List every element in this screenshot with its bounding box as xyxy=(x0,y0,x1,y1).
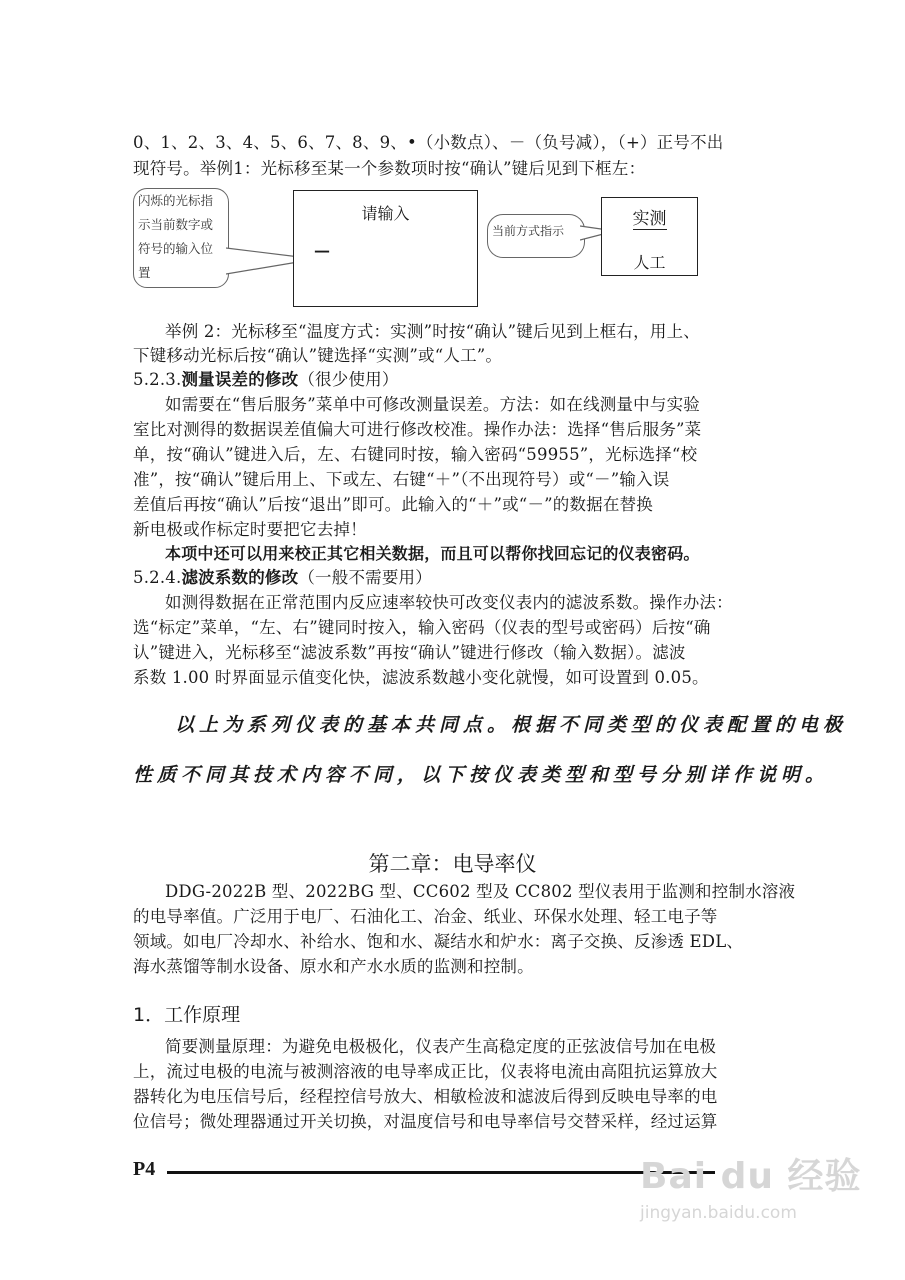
section-1-line: 器转化为电压信号后，经程控信号放大、相敏检波和滤波后得到反映电导率的电 xyxy=(133,1087,718,1106)
summary-line-1: 以上为系列仪表的基本共同点。根据不同类型的仪表配置的电极 xyxy=(175,714,848,736)
chapter-intro-line: DDG-2022B 型、2022BG 型、CC602 型及 CC802 型仪表用于监测和控制水溶液 xyxy=(165,882,796,901)
chapter-intro-line: 海水蒸馏等制水设备、原水和产水水质的监测和控制。 xyxy=(133,957,534,976)
chapter-intro-line: 的电导率值。广泛用于电厂、石油化工、冶金、纸业、环保水处理、轻工电子等 xyxy=(133,907,718,926)
mode-select-box xyxy=(601,197,698,276)
section-523-heading xyxy=(133,368,778,392)
section-523-line: 差值后再按“确认”后按“退出”即可。此输入的“＋”或“－”的数据在替换 xyxy=(133,495,653,514)
callout-line: 置 xyxy=(138,265,151,280)
section-1-line: 位信号；微处理器通过开关切换，对温度信号和电导率信号交替采样，经过运算 xyxy=(133,1112,718,1131)
baidu-logo-icon: Bai du 经验 xyxy=(640,1156,862,1197)
mode-callout: 当前方式指示 xyxy=(487,214,585,258)
section-1-title: 1．工作原理 xyxy=(133,1004,241,1026)
section-523-line: 室比对测得的数据误差值偏大可进行修改校准。操作办法：选择“售后服务”菜 xyxy=(133,420,702,439)
chapter-intro-line: 领域。如电厂冷却水、补给水、饱和水、凝结水和炉水：离子交换、反渗透 EDL、 xyxy=(133,932,744,951)
section-523-bold-note: 本项中还可以用来校正其它相关数据，而且可以帮你找回忘记的仪表密码。 xyxy=(165,544,700,563)
section-title: 测量误差的修改 xyxy=(181,370,299,389)
section-523-line: 新电极或作标定时要把它去掉！ xyxy=(133,520,367,539)
callout-line: 示当前数字或 xyxy=(138,217,214,232)
example2-line-1: 举例 2：光标移至“温度方式：实测”时按“确认”键后见到上框右，用上、 xyxy=(165,322,700,341)
section-523-line: 如需要在“售后服务”菜单中可修改测量误差。方法：如在线测量中与实验 xyxy=(165,395,700,414)
page-number: P4 xyxy=(133,1158,156,1180)
section-title: 滤波系数的修改 xyxy=(181,568,299,587)
intro-line-1: 0、1、2、3、4、5、6、7、8、9、•（小数点）、－（负号减），（+）正号不出 xyxy=(133,133,724,152)
example2-line-2: 下键移动光标后按“确认”键选择“实测”或“人工”。 xyxy=(133,346,503,365)
section-524-heading xyxy=(133,566,778,590)
section-1-line: 上，流过电极的电流与被测溶液的电导率成正比，仪表将电流由高阻抗运算放大 xyxy=(133,1062,718,1081)
watermark-url: jingyan.baidu.com xyxy=(640,1203,797,1223)
section-523-line: 单，按“确认”键进入后，左、右键同时按，输入密码“59955”，光标选择“校 xyxy=(133,445,698,464)
cursor-callout xyxy=(133,188,229,288)
callout-line: 闪烁的光标指 xyxy=(138,193,214,208)
section-524-line: 认”键进入，光标移至“滤波系数”再按“确认”键进行修改（输入数据）。滤波 xyxy=(133,643,686,662)
callout-line: 符号的输入位 xyxy=(138,241,214,256)
section-1-line: 简要测量原理：为避免电极极化，仪表产生高稳定度的正弦波信号加在电极 xyxy=(165,1037,717,1056)
cursor-indicator: — xyxy=(314,241,330,260)
section-note: （一般不需要用） xyxy=(298,568,432,587)
section-number: 5.2.3. xyxy=(133,370,182,389)
mode-selected-label: 实测 xyxy=(632,209,667,229)
section-number: 5.2.4. xyxy=(133,568,182,587)
section-523-line: 准”，按“确认”键后用上、下或左、右键“＋”（不出现符号）或“－”输入误 xyxy=(133,470,670,489)
chapter-title: 第二章：电导率仪 xyxy=(368,852,537,876)
mode-option-other: 人工 xyxy=(633,253,666,272)
input-prompt-box xyxy=(293,190,478,307)
summary-line-2: 性质不同其技术内容不同，以下按仪表类型和型号分别详作说明。 xyxy=(133,764,830,786)
footer-rule xyxy=(167,1171,715,1174)
mode-option-selected xyxy=(602,204,697,229)
section-524-line: 系数 1.00 时界面显示值变化快，滤波系数越小变化就慢，如可设置到 0.05。 xyxy=(133,668,709,687)
baidu-watermark xyxy=(640,1148,862,1223)
intro-line-2: 现符号。举例1：光标移至某一个参数项时按“确认”键后见到下框左： xyxy=(133,159,646,178)
input-prompt-title: 请输入 xyxy=(361,204,410,223)
section-524-line: 选“标定”菜单，“左、右”键同时按入，输入密码（仪表的型号或密码）后按“确 xyxy=(133,618,711,637)
section-524-line: 如测得数据在正常范围内反应速率较快可改变仪表内的滤波系数。操作办法： xyxy=(165,593,733,612)
section-note: （很少使用） xyxy=(298,370,399,389)
